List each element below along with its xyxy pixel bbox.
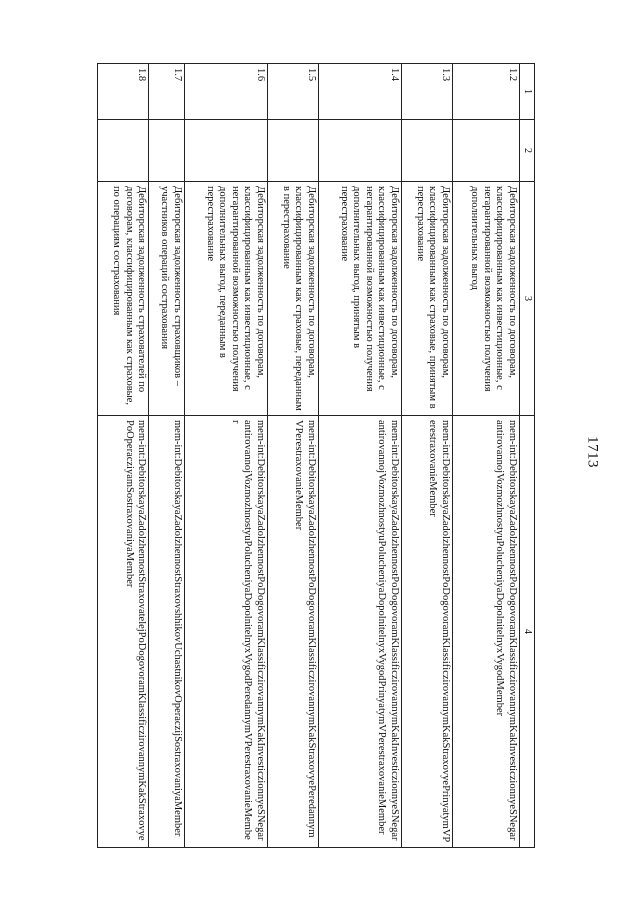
table-row: [184, 64, 267, 848]
row-number: 1.3: [401, 64, 452, 120]
table-row: [401, 64, 452, 848]
row-name: Дебиторская задолженность по договорам, классифицированным как инвестиционные, с негарантированной возможностью получения дополнительных выгод: [452, 182, 519, 416]
classification-table: [97, 63, 535, 848]
row-number: 1.6: [184, 64, 267, 120]
row-name: Дебиторская задолженность по договорам, классифицированным как страховые, переданным в перестрахование: [267, 182, 318, 416]
rotated-table-container: [97, 63, 535, 847]
row-col2: [401, 120, 452, 182]
row-code: mem-int:DebitorskayaZadolzhennostStraxovshhikovUchastnikovOperaczijSostraxovaniyaMember: [149, 416, 184, 848]
row-code: mem-int:DebitorskayaZadolzhennostPoDogovoramKlassificzirovannymKakStraxovyePeredannymVPerestraxovanieMember: [267, 416, 318, 848]
header-cell-3: 3: [520, 182, 535, 416]
row-name: Дебиторская задолженность по договорам, классифицированным как страховые, принятым в перестрахование: [401, 182, 452, 416]
row-number: 1.4: [318, 64, 401, 120]
row-col2: [149, 120, 184, 182]
row-code: mem-int:DebitorskayaZadolzhennostPoDogovoramKlassificzirovannymKakStraxovyePrinyatymVPerestraxovanieMember: [401, 416, 452, 848]
row-col2: [98, 120, 149, 182]
row-code: mem-int:DebitorskayaZadolzhennostPoDogovoramKlassificzirovannymKakInvesticzionnyeSNegarantirovannojVozmozhnostyuPolucheniyaDopolnitelnyxVygodPeredannymVPerestraxovanieMember: [184, 416, 267, 848]
table-row: [98, 64, 149, 848]
header-cell-4: 4: [520, 416, 535, 848]
row-number: 1.5: [267, 64, 318, 120]
page-number: 1713: [584, 436, 601, 468]
row-col2: [184, 120, 267, 182]
row-number: 1.2: [452, 64, 519, 120]
row-code: mem-int:DebitorskayaZadolzhennostPoDogovoramKlassificzirovannymKakInvesticzionnyeSNegarantirovannojVozmozhnostyuPolucheniyaDopolnitelnyxVygodPrinyatymVPerestraxovanieMember: [318, 416, 401, 848]
header-cell-1: 1: [520, 64, 535, 120]
header-cell-2: 2: [520, 120, 535, 182]
table-row: [267, 64, 318, 848]
table-row: [452, 64, 519, 848]
row-name: Дебиторская задолженность по договорам, классифицированным как инвестиционные, с негарантированной возможностью получения дополнительных выгод, принятым в перестрахование: [318, 182, 401, 416]
row-col2: [318, 120, 401, 182]
row-col2: [267, 120, 318, 182]
table-row: [318, 64, 401, 848]
row-name: Дебиторская задолженность страховщиков – участников операций сострахования: [149, 182, 184, 416]
row-name: Дебиторская задолженность по договорам, классифицированным как инвестиционные, с негарантированной возможностью получения дополнительных выгод, переданным в перестрахование: [184, 182, 267, 416]
row-code: mem-int:DebitorskayaZadolzhennostStraxovatelejPoDogovoramKlassificzirovannymKakStraxovyePoOperacziyamSostraxovaniyaMember: [98, 416, 149, 848]
row-number: 1.7: [149, 64, 184, 120]
table-header-row: [520, 64, 535, 848]
row-col2: [452, 120, 519, 182]
row-name: Дебиторская задолженность страхователей по договорам, классифицированным как страховые, по операциям сострахования: [98, 182, 149, 416]
row-number: 1.8: [98, 64, 149, 120]
row-code: mem-int:DebitorskayaZadolzhennostPoDogovoramKlassificzirovannymKakInvesticzionnyeSNegarantirovannojVozmozhnostyuPolucheniyaDopolnitelnyxVygodMember: [452, 416, 519, 848]
table-row: [149, 64, 184, 848]
